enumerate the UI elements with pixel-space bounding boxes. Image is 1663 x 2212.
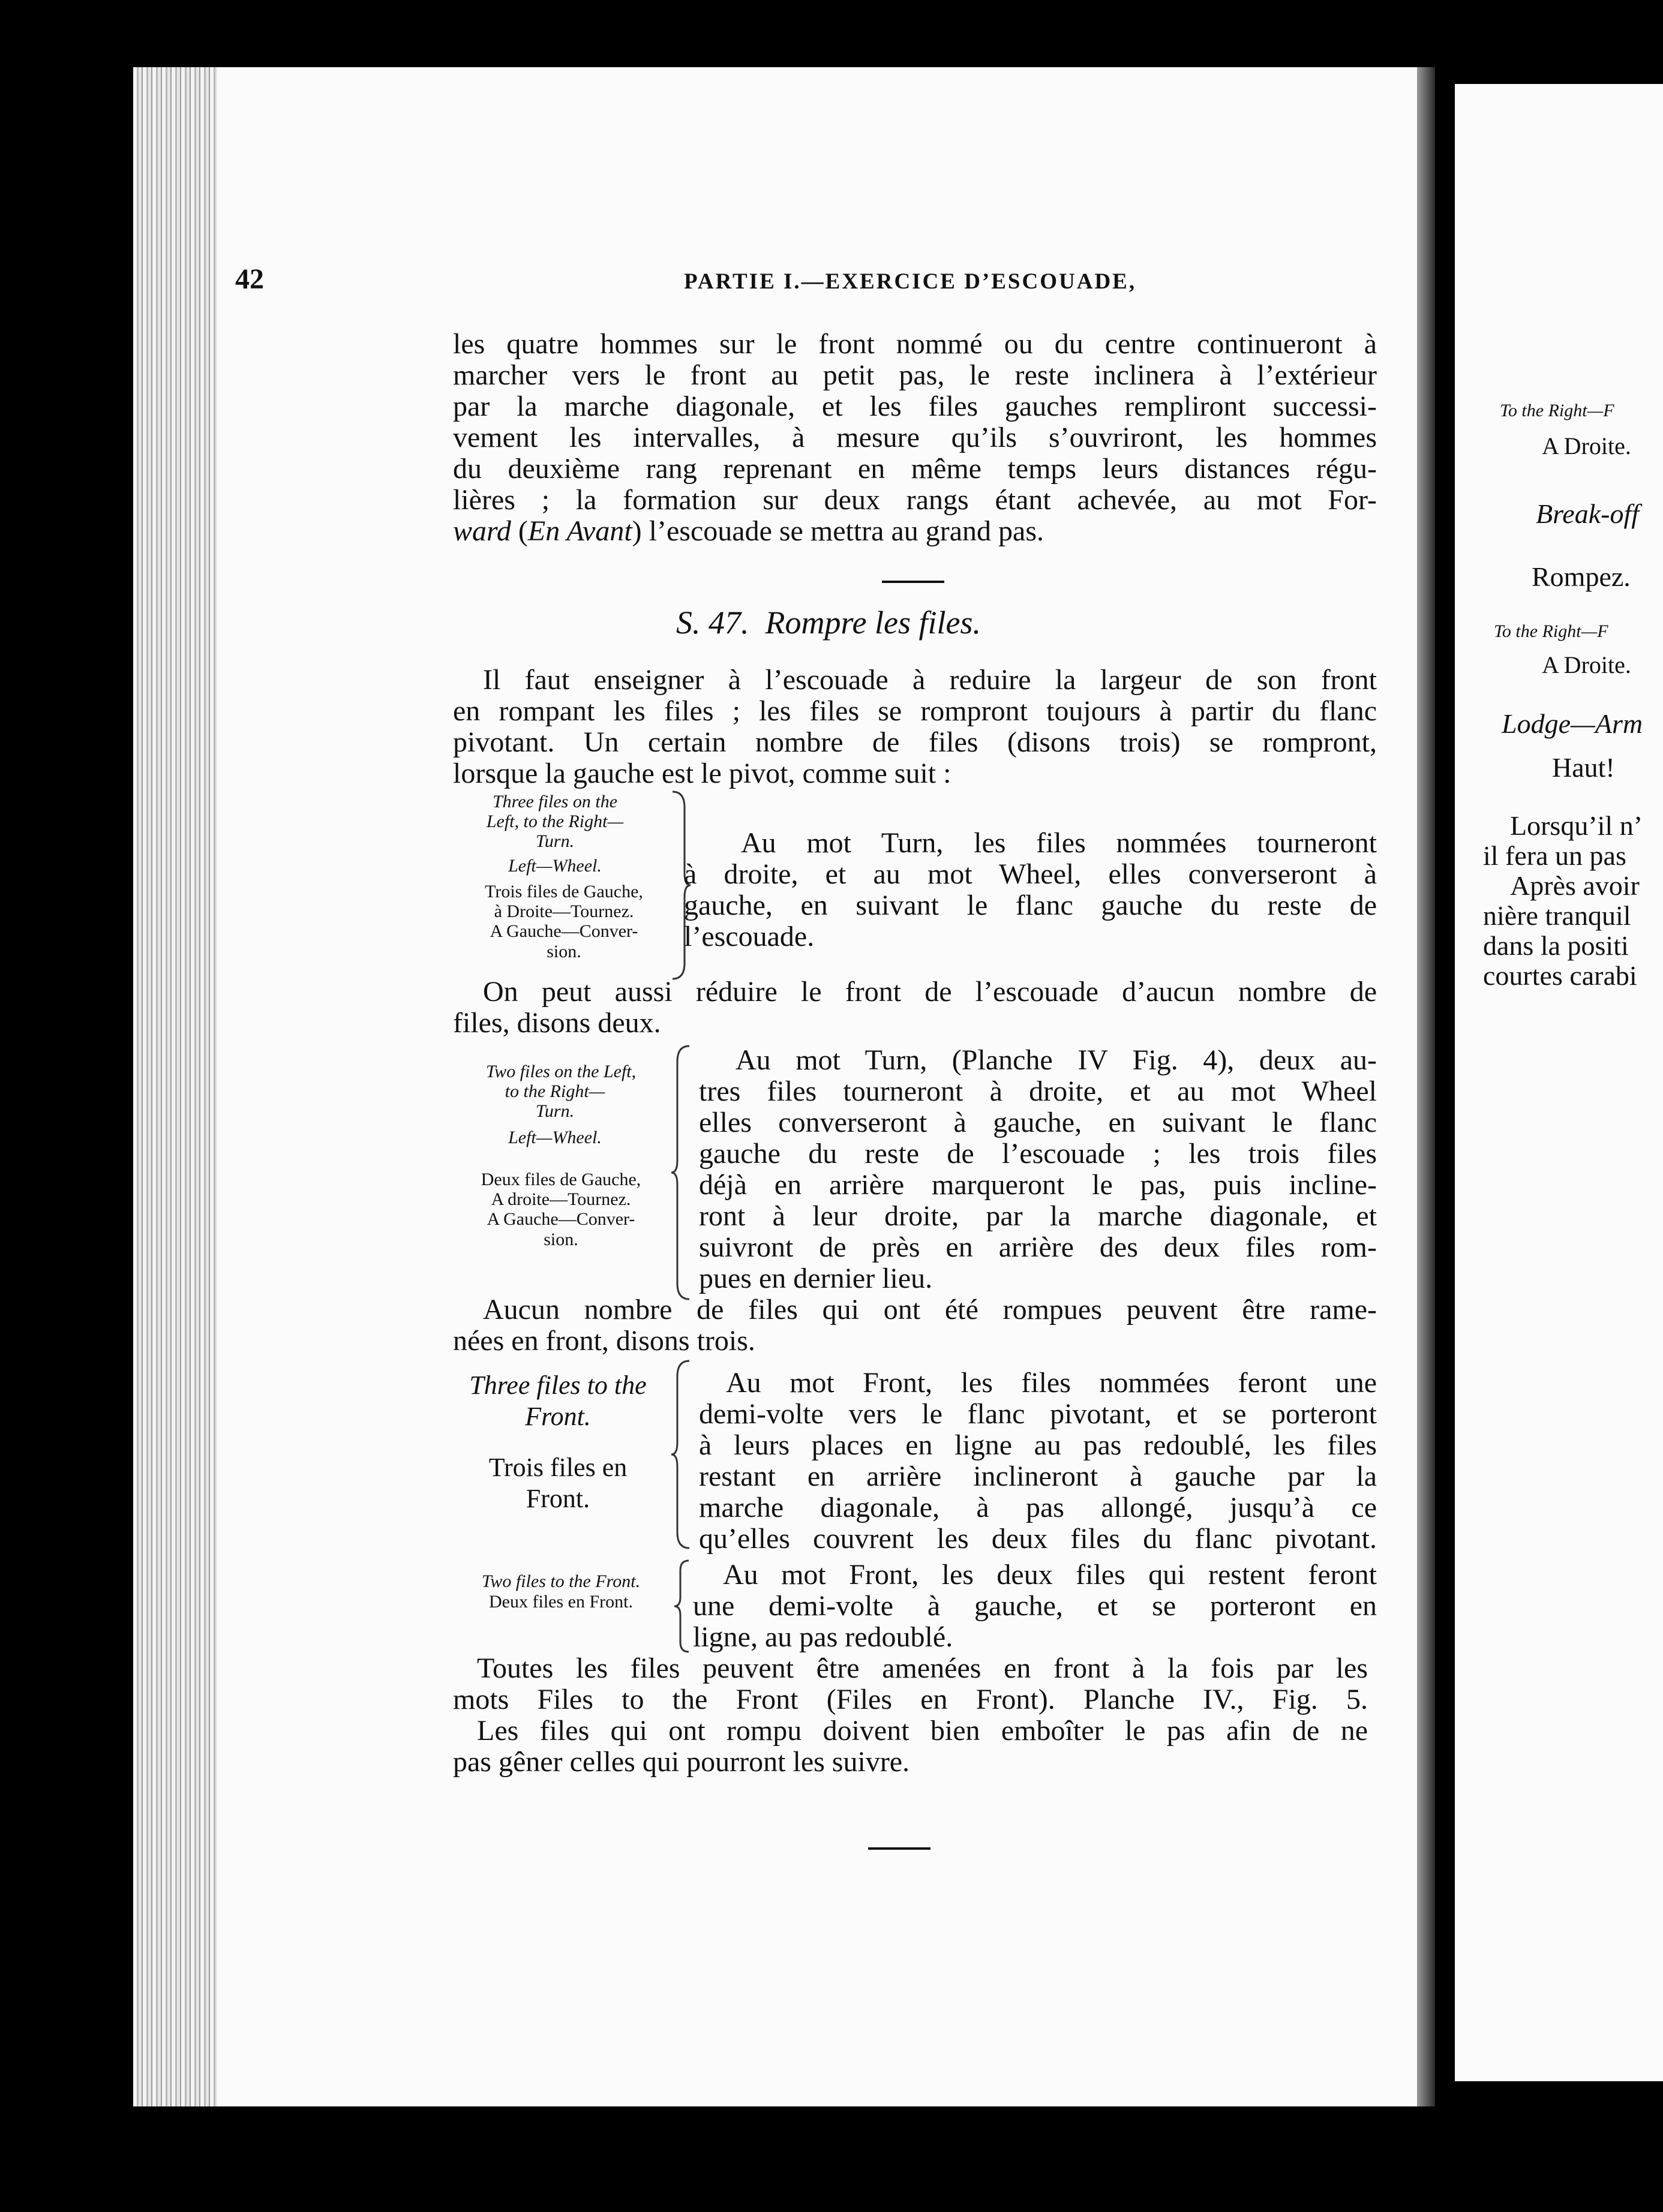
margin-note: sion. bbox=[544, 1230, 578, 1249]
body-line: gauche, en suivant le flanc gauche du reste de bbox=[684, 889, 1377, 921]
book-page-edges bbox=[133, 67, 217, 2106]
italic-term: En Avant bbox=[527, 515, 632, 547]
margin-note: Two files to the Front. bbox=[481, 1571, 641, 1591]
brace-mark bbox=[669, 1044, 693, 1302]
italic-term: ward bbox=[453, 515, 511, 547]
body-line: à leurs places en ligne au pas redoublé, les files bbox=[699, 1429, 1377, 1461]
body-line-last: pas gêner celles qui pourront les suivre. bbox=[453, 1746, 910, 1778]
body-line: du deuxième rang reprenant en même temps leurs distances régu- bbox=[453, 453, 1377, 485]
margin-note: à Droite—Tournez. bbox=[494, 901, 634, 921]
body-line: Aucun nombre de files qui ont été rompues peuvent être rame- bbox=[483, 1294, 1377, 1326]
body-line-last: ligne, au pas redoublé. bbox=[693, 1621, 953, 1653]
body-line: mots Files to the Front (Files en Front). Planche IV., Fig. 5. bbox=[453, 1684, 1368, 1715]
body-line: elles converseront à gauche, en suivant le flanc bbox=[699, 1107, 1377, 1138]
body-line: en rompant les files ; les files se rompront toujours à partir du flanc bbox=[453, 695, 1377, 727]
margin-note: Left—Wheel. bbox=[508, 1128, 602, 1147]
body-line-last: lorsque la gauche est le pivot, comme suit : bbox=[453, 758, 951, 789]
next-page-text: Lorsqu’il n’ bbox=[1510, 810, 1643, 841]
margin-note: Three files on the bbox=[492, 792, 618, 812]
body-line: à droite, et au mot Wheel, elles converseront à bbox=[684, 858, 1377, 890]
next-page-text: courtes carabi bbox=[1483, 960, 1637, 991]
body-line: une demi-volte à gauche, et se porteront en bbox=[693, 1590, 1377, 1622]
next-page-note: Lodge—Arm bbox=[1502, 708, 1643, 739]
section-rule bbox=[882, 581, 944, 583]
section-number: S. 47. bbox=[676, 605, 749, 641]
text-span: ) l’escouade se mettra au grand pas. bbox=[632, 515, 1044, 547]
body-line: Au mot Front, les files nommées feront une bbox=[726, 1367, 1377, 1399]
body-line: restant en arrière inclineront à gauche par la bbox=[699, 1460, 1377, 1492]
margin-note: Three files to the bbox=[469, 1371, 647, 1400]
body-line-last: nées en front, disons trois. bbox=[453, 1325, 755, 1357]
section-title: Rompre les files. bbox=[765, 605, 981, 641]
margin-note: Left, to the Right— bbox=[486, 812, 624, 831]
body-line: lières ; la formation sur deux rangs étant achevée, au mot For- bbox=[453, 484, 1377, 516]
body-line-last: pues en dernier lieu. bbox=[699, 1263, 933, 1294]
next-page-text: A Droite. bbox=[1542, 651, 1631, 678]
margin-note: Trois files de Gauche, bbox=[485, 882, 643, 901]
body-line: demi-volte vers le flanc pivotant, et se porteront bbox=[699, 1398, 1377, 1430]
body-line-last bbox=[453, 516, 1044, 547]
body-line: Au mot Turn, les files nommées tourneront bbox=[741, 827, 1377, 859]
next-page-text: nière tranquil bbox=[1483, 900, 1631, 931]
body-line: Il faut enseigner à l’escouade à reduire la largeur de son front bbox=[483, 664, 1377, 696]
gutter-shadow bbox=[1417, 67, 1435, 2106]
body-line: ront à leur droite, par la marche diagonale, et bbox=[699, 1200, 1377, 1232]
next-page-text: Après avoir bbox=[1510, 870, 1640, 901]
next-page-fragment bbox=[1455, 84, 1663, 2081]
margin-note: A Gauche—Conver- bbox=[490, 921, 638, 941]
body-line: On peut aussi réduire le front de l’escouade d’aucun nombre de bbox=[483, 976, 1377, 1008]
next-page-note: To the Right—F bbox=[1494, 621, 1608, 641]
page-number: 42 bbox=[235, 263, 264, 295]
body-line: marcher vers le front au petit pas, le reste inclinera à l’extérieur bbox=[453, 359, 1377, 391]
brace-mark bbox=[671, 1558, 695, 1654]
body-line: suivront de près en arrière des deux files rom- bbox=[699, 1231, 1377, 1263]
body-line: marche diagonale, à pas allongé, jusqu’à ce bbox=[699, 1492, 1377, 1523]
brace-mark bbox=[669, 1359, 693, 1550]
body-line: pivotant. Un certain nombre de files (disons trois) se rompront, bbox=[453, 726, 1377, 758]
next-page-note: Break-off bbox=[1536, 498, 1640, 529]
body-line: par la marche diagonale, et les files gauches rempliront successi- bbox=[453, 390, 1377, 422]
next-page-text: Haut! bbox=[1552, 752, 1615, 783]
margin-note: Two files on the Left, bbox=[485, 1062, 637, 1081]
next-page-note: To the Right—F bbox=[1500, 401, 1614, 420]
body-line: Au mot Turn, (Planche IV Fig. 4), deux au- bbox=[736, 1044, 1377, 1076]
margin-note: to the Right— bbox=[505, 1081, 605, 1101]
next-page-text: dans la positi bbox=[1483, 930, 1629, 961]
body-line: Les files qui ont rompu doivent bien emboîter le pas afin de ne bbox=[477, 1715, 1368, 1747]
running-head: PARTIE I.—EXERCICE D’ESCOUADE, bbox=[684, 269, 1137, 294]
body-line-last: l’escouade. bbox=[684, 921, 815, 952]
text-span: ( bbox=[511, 515, 528, 547]
margin-note: Turn. bbox=[535, 1101, 575, 1121]
margin-note: Front. bbox=[526, 1484, 590, 1513]
section-heading bbox=[0, 604, 1657, 641]
body-line: vement les intervalles, à mesure qu’ils s’ouvriront, les hommes bbox=[453, 422, 1377, 453]
next-page-text: il fera un pas bbox=[1483, 840, 1626, 871]
body-line: Toutes les files peuvent être amenées en front à la fois par les bbox=[477, 1652, 1368, 1684]
body-line: gauche du reste de l’escouade ; les trois files bbox=[699, 1138, 1377, 1170]
end-rule bbox=[868, 1847, 930, 1850]
next-page-text: Rompez. bbox=[1532, 561, 1631, 592]
margin-note: A droite—Tournez. bbox=[491, 1189, 631, 1209]
body-line-last: files, disons deux. bbox=[453, 1007, 661, 1039]
margin-note: Deux files de Gauche, bbox=[481, 1170, 641, 1189]
body-line: déjà en arrière marqueront le pas, puis incline- bbox=[699, 1169, 1377, 1201]
body-line: tres files tourneront à droite, et au mot Wheel bbox=[699, 1075, 1377, 1107]
margin-note: Deux files en Front. bbox=[489, 1592, 633, 1612]
margin-note: sion. bbox=[547, 942, 581, 961]
body-line: qu’elles couvrent les deux files du flanc pivotant. bbox=[699, 1523, 1377, 1555]
margin-note: Left—Wheel. bbox=[508, 856, 602, 876]
margin-note: A Gauche—Conver- bbox=[487, 1209, 635, 1229]
body-line: les quatre hommes sur le front nommé ou du centre continueront à bbox=[453, 328, 1377, 360]
margin-note: Trois files en bbox=[488, 1453, 628, 1482]
next-page-text: A Droite. bbox=[1542, 432, 1631, 459]
margin-note: Turn. bbox=[535, 831, 575, 851]
margin-note: Front. bbox=[525, 1402, 591, 1431]
body-line: Au mot Front, les deux files qui restent feront bbox=[723, 1559, 1377, 1591]
